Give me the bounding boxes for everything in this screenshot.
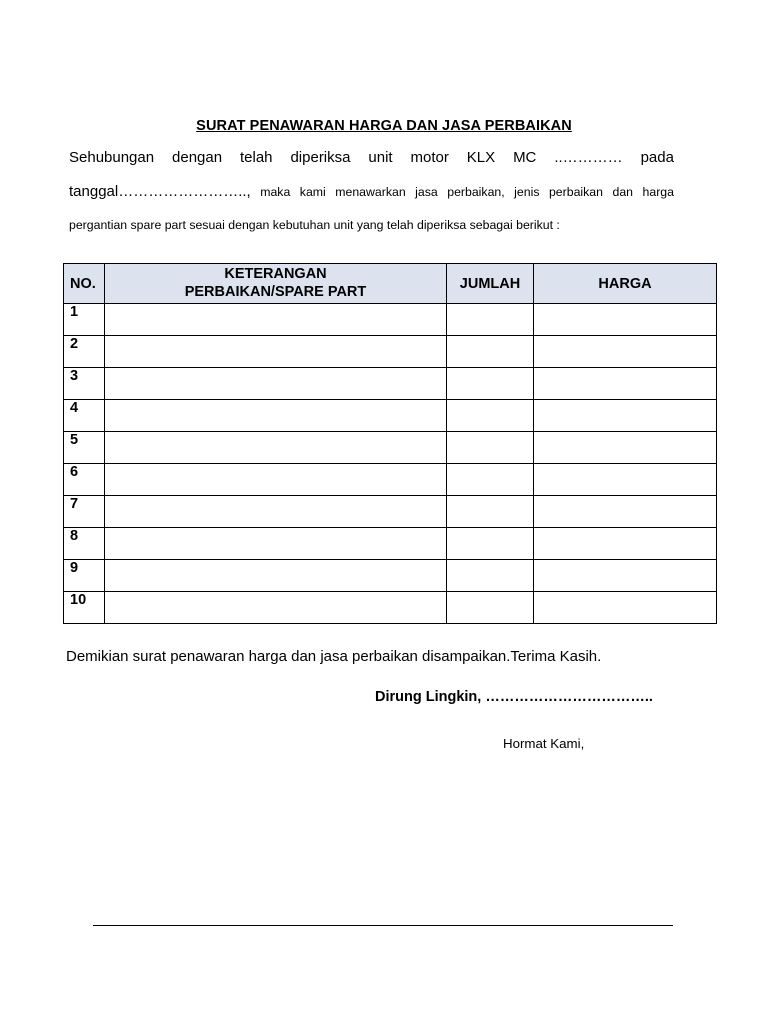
keterangan-cell[interactable] (105, 496, 447, 528)
table-row (64, 432, 717, 464)
intro-word: diperiksa (290, 149, 351, 166)
jumlah-cell[interactable] (447, 368, 534, 400)
intro-word: MC (513, 149, 537, 166)
row-number: 4 (64, 400, 105, 432)
intro-word: jenis (514, 185, 540, 199)
intro-word: jasa (415, 185, 438, 199)
header-harga: HARGA (534, 264, 717, 304)
signature-line (93, 925, 673, 926)
table-row (64, 400, 717, 432)
intro-word: KLX (466, 149, 496, 166)
row-number: 2 (64, 336, 105, 368)
keterangan-cell[interactable] (105, 368, 447, 400)
keterangan-cell[interactable] (105, 400, 447, 432)
repair-items-table (63, 263, 717, 624)
jumlah-cell[interactable] (447, 304, 534, 336)
harga-cell[interactable] (534, 432, 717, 464)
harga-cell[interactable] (534, 304, 717, 336)
row-number: 5 (64, 432, 105, 464)
table-header-row (64, 264, 717, 304)
jumlah-cell[interactable] (447, 528, 534, 560)
table-row (64, 560, 717, 592)
keterangan-cell[interactable] (105, 336, 447, 368)
intro-word: perbaikan, (447, 185, 505, 199)
jumlah-cell[interactable] (447, 432, 534, 464)
keterangan-cell[interactable] (105, 464, 447, 496)
intro-word: pada (640, 149, 674, 166)
intro-word: menawarkan (335, 185, 406, 199)
harga-cell[interactable] (534, 464, 717, 496)
table-row (64, 592, 717, 624)
date-blank: tanggal…………………….., (69, 183, 251, 200)
intro-word: maka (260, 185, 291, 199)
row-number: 9 (64, 560, 105, 592)
intro-word: unit (368, 149, 393, 166)
unit-number-blank: ..………… (554, 149, 623, 166)
intro-word: telah (240, 149, 273, 166)
row-number: 6 (64, 464, 105, 496)
intro-word: dengan (172, 149, 223, 166)
table-row (64, 464, 717, 496)
intro-word: kami (299, 185, 326, 199)
keterangan-cell[interactable] (105, 432, 447, 464)
keterangan-cell[interactable] (105, 592, 447, 624)
keterangan-cell[interactable] (105, 528, 447, 560)
intro-word: perbaikan (548, 185, 603, 199)
harga-cell[interactable] (534, 560, 717, 592)
table-row (64, 496, 717, 528)
intro-word: dan (612, 185, 634, 199)
jumlah-cell[interactable] (447, 560, 534, 592)
intro-line-1 (69, 149, 674, 166)
jumlah-cell[interactable] (447, 336, 534, 368)
intro-word: Sehubungan (69, 149, 155, 166)
document-title: SURAT PENAWARAN HARGA DAN JASA PERBAIKAN (196, 118, 572, 134)
table-row (64, 368, 717, 400)
jumlah-cell[interactable] (447, 592, 534, 624)
row-number: 3 (64, 368, 105, 400)
harga-cell[interactable] (534, 400, 717, 432)
intro-word: harga (642, 185, 674, 199)
jumlah-cell[interactable] (447, 464, 534, 496)
header-jumlah: JUMLAH (447, 264, 534, 304)
regards-text: Hormat Kami, (503, 736, 585, 751)
harga-cell[interactable] (534, 496, 717, 528)
table-row (64, 336, 717, 368)
jumlah-cell[interactable] (447, 496, 534, 528)
row-number: 8 (64, 528, 105, 560)
row-number: 10 (64, 592, 105, 624)
place-date: Dirung Lingkin, …………………………….. (375, 689, 653, 705)
harga-cell[interactable] (534, 368, 717, 400)
intro-line-2 (69, 183, 674, 200)
harga-cell[interactable] (534, 592, 717, 624)
closing-text: Demikian surat penawaran harga dan jasa perbaikan disampaikan.Terima Kasih. (66, 648, 602, 665)
jumlah-cell[interactable] (447, 400, 534, 432)
harga-cell[interactable] (534, 336, 717, 368)
table-row (64, 528, 717, 560)
intro-word: motor (410, 149, 449, 166)
row-number: 7 (64, 496, 105, 528)
keterangan-cell[interactable] (105, 560, 447, 592)
header-keterangan-line1: KETERANGAN (224, 266, 327, 282)
keterangan-cell[interactable] (105, 304, 447, 336)
header-no: NO. (64, 264, 105, 304)
header-keterangan (105, 264, 447, 304)
row-number: 1 (64, 304, 105, 336)
table-row (64, 304, 717, 336)
intro-line-3: pergantian spare part sesuai dengan kebutuhan unit yang telah diperiksa sebagai berikut : (69, 218, 560, 232)
harga-cell[interactable] (534, 528, 717, 560)
header-keterangan-line2: PERBAIKAN/SPARE PART (184, 284, 367, 300)
